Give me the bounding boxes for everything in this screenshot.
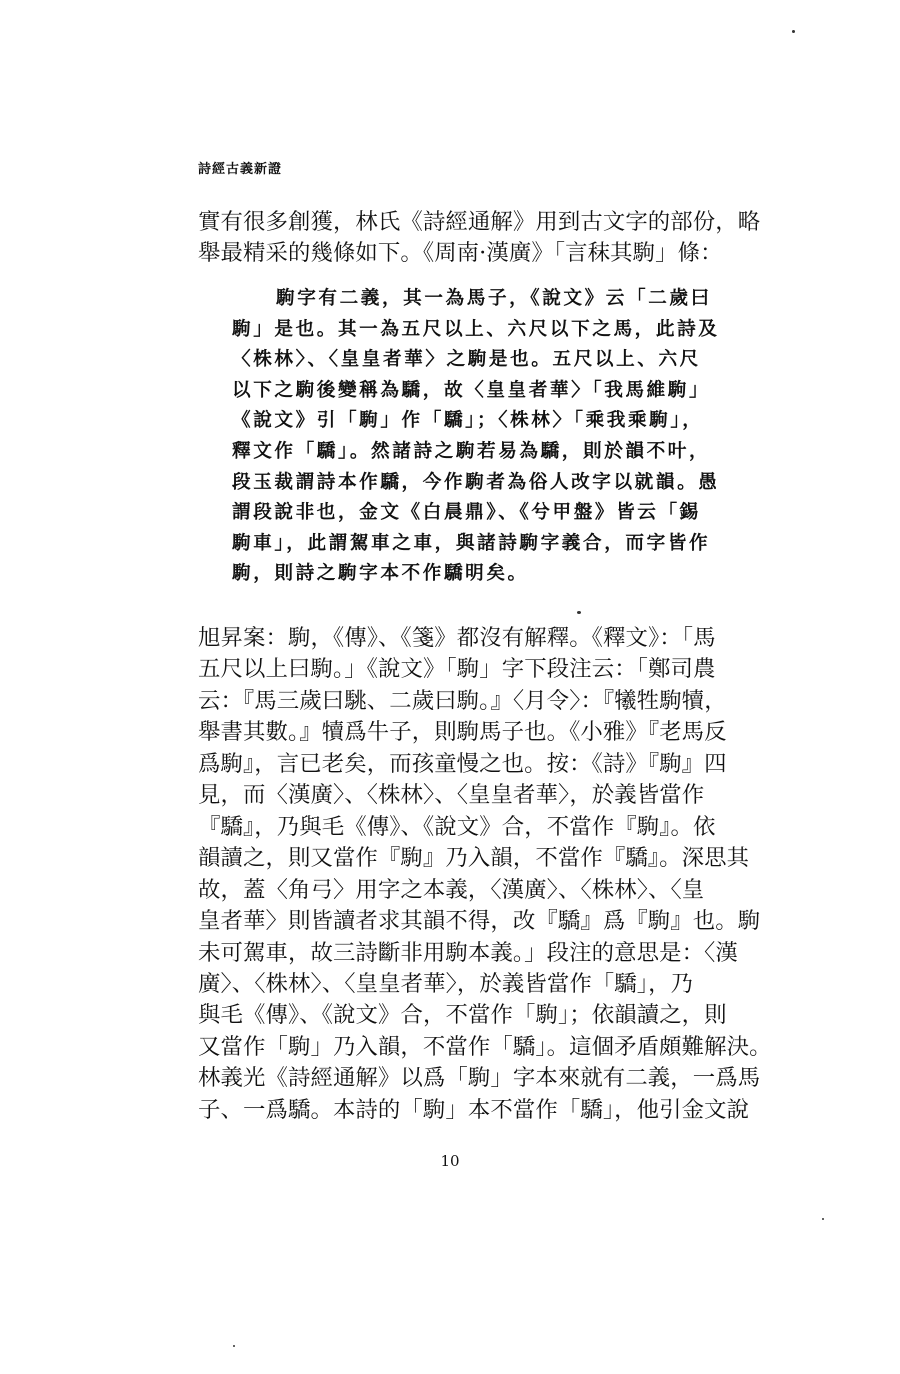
scan-speck [233, 1345, 235, 1347]
text-line: 舉書其數。』犢爲牛子，則駒馬子也。《小雅》『老馬反 [198, 719, 727, 746]
scan-speck [577, 611, 581, 614]
text-line: 故，蓋〈角弓〉用字之本義，〈漢廣〉、〈株林〉、〈皇 [198, 876, 705, 903]
text-line: 林義光《詩經通解》以爲「駒」字本來就有二義，一爲馬 [198, 1065, 761, 1092]
text-line: 爲駒』，言已老矣，而孩童慢之也。按：《詩》『駒』四 [198, 750, 727, 777]
text-line: 駒字有二義，其一為馬子，《說文》云「二歲曰 [276, 288, 712, 309]
scan-speck [822, 1218, 824, 1220]
text-line: 見，而〈漢廣〉、〈株林〉、〈皇皇者華〉，於義皆當作 [198, 782, 705, 809]
text-line: 旭昇案：駒，《傳》、《箋》都沒有解釋。《釋文》：「馬 [198, 625, 716, 651]
page-number: 10 [440, 1152, 460, 1170]
text-line: 段玉裁謂詩本作驕，今作駒者為俗人改字以就韻。愚 [232, 471, 720, 493]
text-line: 廣〉、〈株林〉、〈皇皇者華〉，於義皆當作「驕」，乃 [198, 970, 694, 997]
text-line: 韻讀之，則又當作『駒』乃入韻，不當作『驕』。深思其 [198, 845, 750, 872]
text-line: 駒」是也。其一為五尺以上、六尺以下之馬，此詩及 [232, 318, 720, 340]
text-line: 駒，則詩之駒字本不作驕明矣。 [232, 563, 529, 585]
text-line: 以下之駒後變稱為驕，故〈皇皇者華〉「我馬維駒」 [232, 379, 711, 401]
text-line: 駒車」，此謂駕車之車，與諸詩駒字義合，而字皆作 [232, 532, 711, 554]
text-line: 子、一爲驕。本詩的「駒」本不當作「驕」，他引金文說 [198, 1096, 750, 1123]
text-line: 釋文作「驕」。然諸詩之駒若易為驕，則於韻不叶， [232, 441, 711, 462]
running-head: 詩經古義新證 [198, 162, 283, 177]
scan-speck [792, 30, 795, 33]
text-line: 舉最精采的幾條如下。《周南·漢廣》「言秣其駒」條： [198, 240, 723, 266]
text-line: 〈株林〉、〈皇皇者華〉之駒是也。五尺以上、六尺 [232, 349, 701, 371]
text-line: 未可駕車，故三詩斷非用駒本義。」段注的意思是：〈漢 [198, 939, 738, 966]
text-line: 實有很多創獲，林氏《詩經通解》用到古文字的部份，略 [198, 209, 761, 235]
text-line: 五尺以上曰駒。」《說文》「駒」字下段注云：「鄭司農 [198, 656, 716, 683]
text-line: 皇者華〉則皆讀者求其韻不得，改『驕』爲『駒』也。駒 [198, 908, 761, 935]
text-line: 『驕』，乃與毛《傳》、《說文》合，不當作『駒』。依 [198, 813, 716, 840]
text-line: 與毛《傳》、《說文》合，不當作「駒」；依韻讀之，則 [198, 1002, 727, 1029]
text-line: 《說文》引「駒」作「驕」；〈株林〉「乘我乘駒」， [232, 410, 704, 432]
text-line: 云：『馬三歲曰駣、二歲曰駒。』〈月令〉：『犧牲駒犢， [198, 687, 727, 714]
text-line: 又當作「駒」乃入韻，不當作「驕」。這個矛盾頗難解決。 [198, 1033, 772, 1060]
text-line: 謂段說非也，金文《白晨鼎》、《兮甲盤》皆云「錫 [232, 502, 701, 524]
